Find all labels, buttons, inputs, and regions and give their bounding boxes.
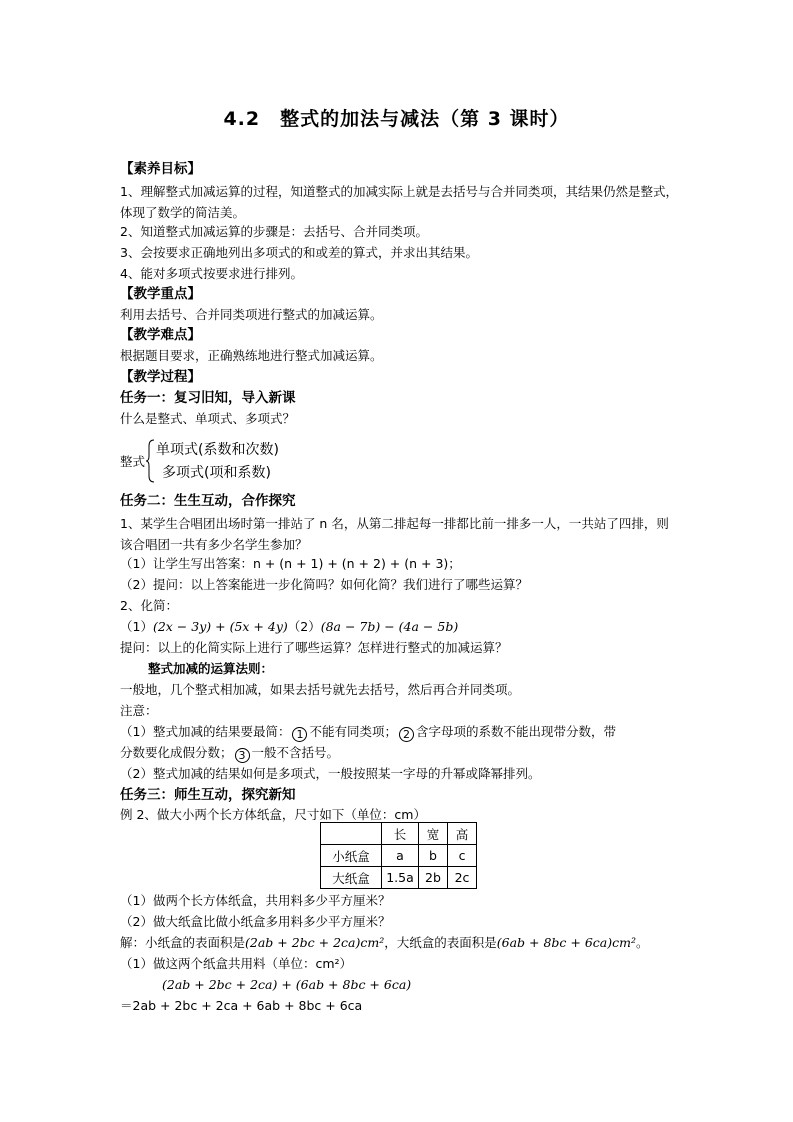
table-cell: 大纸盒 (321, 867, 382, 889)
rule-heading: 整式加减的运算法则： (148, 661, 274, 676)
difficulty-text: 根据题目要求，正确熟练地进行整式加减运算。 (120, 348, 383, 363)
process-heading: 【教学过程】 (120, 369, 201, 385)
note-1-text-e: 一般不含括号。 (251, 745, 340, 760)
table-header-row (321, 823, 477, 845)
example-2-text: 例 2、做大小两个长方体纸盒，尺寸如下（单位：cm） (120, 807, 426, 822)
table-cell: 1.5a (382, 867, 419, 889)
task2-paragraph-1: 1、某学生合唱团出场时第一排站了 n 名，从第二排起每一排都比前一排多一人，一共站了四排，则该合唱团一共有多少名学生参加？ (120, 516, 669, 552)
table-header-cell: 长 (382, 823, 419, 845)
goal-4: 4、能对多项式按要求进行排列。 (120, 266, 303, 281)
table-cell: a (382, 845, 419, 867)
task2-paragraph-3: （2）提问：以上答案能进一步化简吗？如何化简？我们进行了哪些运算？ (120, 577, 528, 592)
brace-item-polynomial: 多项式(项和系数) (162, 465, 271, 481)
table-cell: b (419, 845, 448, 867)
goal-3: 3、会按要求正确地列出多项式的和或差的算式，并求出其结果。 (120, 245, 478, 260)
solution-text-a: 解：小纸盒的表面积是 (120, 935, 246, 950)
question-2: （2）做大纸盒比做小纸盒多用料多少平方厘米？ (120, 914, 391, 929)
task1-heading: 任务一：复习旧知，导入新课 (120, 390, 296, 406)
solution-line (120, 934, 680, 952)
table-cell: 2b (419, 867, 448, 889)
table-cell: 小纸盒 (321, 845, 382, 867)
note-label: 注意： (120, 703, 158, 718)
task1-question: 什么是整式、单项式、多项式？ (120, 411, 296, 426)
task2-heading: 任务二：生生互动，合作探究 (120, 493, 296, 509)
task2-paragraph-6: 提问：以上的化简实际上进行了哪些运算？怎样进行整式的加减运算？ (120, 640, 508, 655)
difficulty-heading: 【教学难点】 (120, 327, 201, 343)
task2-paragraph-4: 2、化简： (120, 598, 178, 613)
curly-brace-icon (146, 438, 156, 484)
page-title: 4.2 整式的加法与减法（第 3 课时） (223, 108, 570, 130)
solution-step-3: ＝2ab + 2bc + 2ca + 6ab + 8bc + 6ca (120, 998, 363, 1013)
goal-1: 1、理解整式加减运算的过程，知道整式的加减实际上就是去括号与合并同类项，其结果仍然是整式，体现了数学的简洁美。 (120, 184, 678, 220)
table-header-cell (321, 823, 382, 845)
key-text: 利用去括号、合并同类项进行整式的加减运算。 (120, 307, 383, 322)
table-row (321, 845, 477, 867)
goal-2: 2、知道整式加减运算的步骤是：去括号、合并同类项。 (120, 224, 428, 239)
small-box-area-expr: (2ab + 2bc + 2ca)cm² (245, 935, 385, 950)
simplify-item-1-expr: (2x − 3y) + (5x + 4y) (152, 619, 288, 634)
task3-heading: 任务三：师生互动，探究新知 (120, 787, 296, 803)
brace-label: 整式 (120, 454, 146, 469)
key-heading: 【教学重点】 (120, 286, 201, 302)
table-cell: 2c (448, 867, 477, 889)
large-box-area-expr: (6ab + 8bc + 6ca)cm² (496, 935, 636, 950)
note-1-line-1 (120, 723, 680, 742)
simplify-item-2-label: （2） (287, 619, 321, 634)
solution-text-e: 。 (636, 935, 649, 950)
solution-step-2: (2ab + 2bc + 2ca) + (6ab + 8bc + 6ca) (162, 977, 412, 992)
table-header-cell: 宽 (419, 823, 448, 845)
simplify-item-2-expr: (8a − 7b) − (4a − 5b) (320, 619, 459, 634)
solution-text-c: ，大纸盒的表面积是 (384, 935, 497, 950)
table-row (321, 867, 477, 889)
circled-number-3: 3 (235, 748, 250, 763)
note-1-text-b: 不能有同类项； (309, 724, 397, 739)
integer-expression-brace (120, 438, 320, 484)
table-header-cell: 高 (448, 823, 477, 845)
circled-number-1: 1 (292, 727, 307, 742)
table-cell: c (448, 845, 477, 867)
brace-item-monomial: 单项式(系数和次数) (156, 442, 279, 458)
note-1-text-d: 分数要化成假分数； (120, 745, 233, 760)
task2-paragraph-5 (120, 618, 680, 636)
note-1-text-a: （1）整式加减的结果要最简： (120, 724, 291, 739)
note-1-line-2 (120, 744, 680, 763)
note-2: （2）整式加减的结果如何是多项式，一般按照某一字母的升幂或降幂排列。 (120, 766, 541, 781)
box-size-table (320, 822, 477, 889)
question-1: （1）做两个长方体纸盒，共用料多少平方厘米？ (120, 893, 391, 908)
rule-text: 一般地，几个整式相加减，如果去括号就先去括号，然后再合并同类项。 (120, 682, 521, 697)
task2-paragraph-2: （1）让学生写出答案：n + (n + 1) + (n + 2) + (n + 3)； (120, 556, 461, 571)
note-1-text-c: 含字母项的系数不能出现带分数，带 (415, 724, 616, 739)
solution-step-1: （1）做这两个纸盒共用料（单位：cm²） (120, 956, 353, 971)
simplify-item-1-label: （1） (120, 619, 153, 634)
circled-number-2: 2 (399, 727, 414, 742)
goals-heading: 【素养目标】 (120, 161, 201, 177)
